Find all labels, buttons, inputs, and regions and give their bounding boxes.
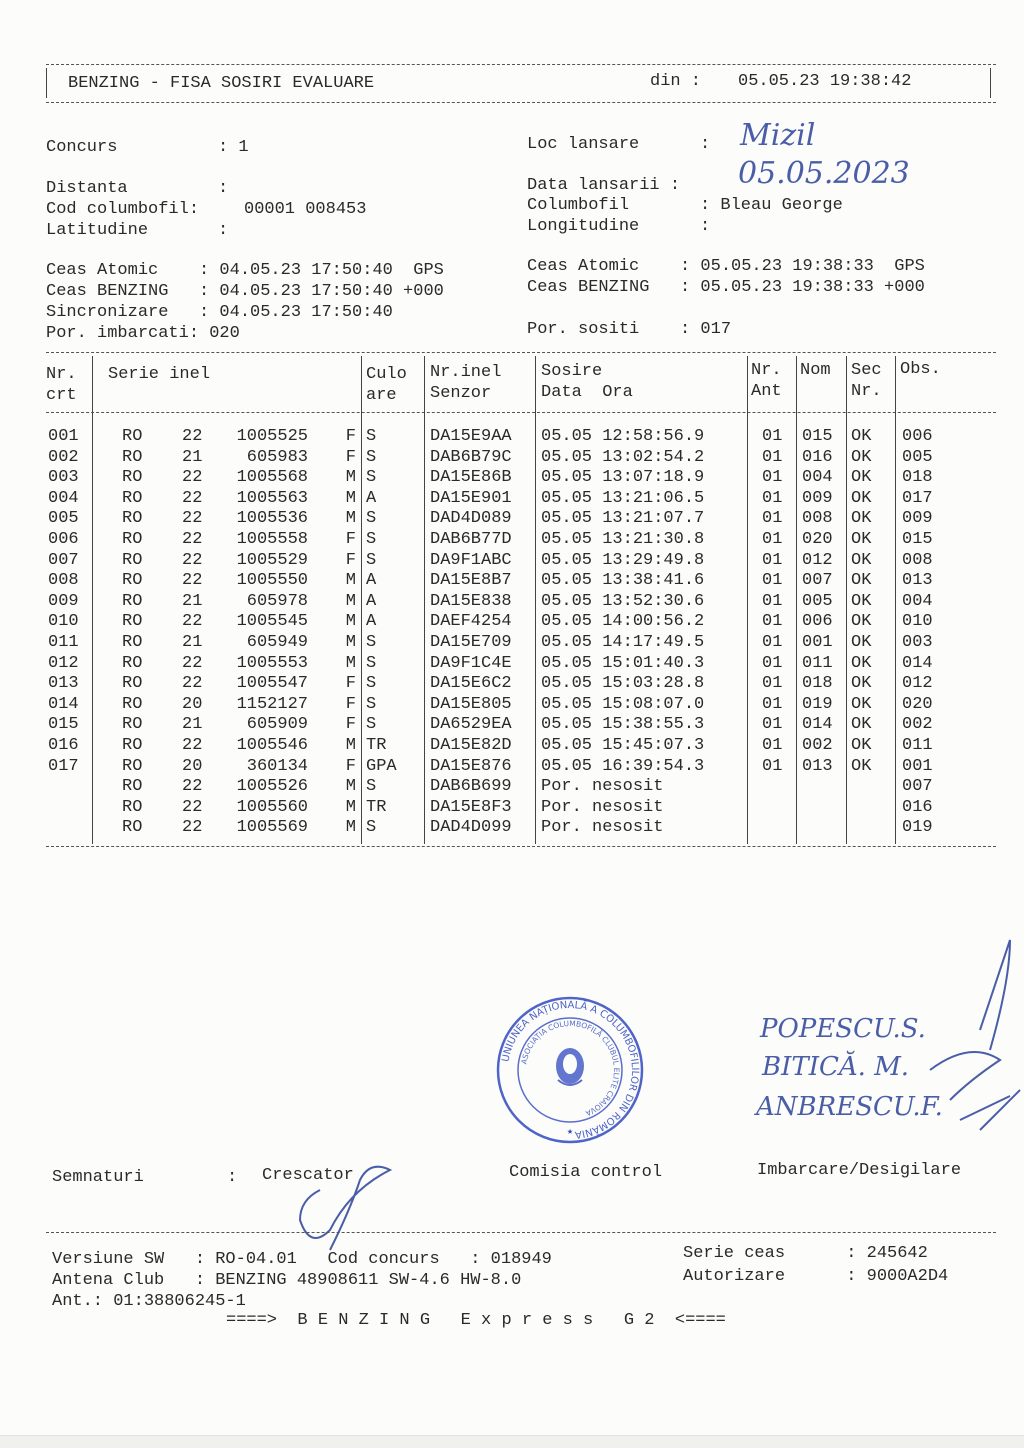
cell-tara: RO [122,571,143,591]
cell-senzor: DA15E6C2 [430,674,512,694]
cell-sosire: 05.05 13:07:18.9 [541,468,705,488]
cell-senzor: DA15E9AA [430,427,512,446]
cell-sex: F [345,530,356,549]
cell-an: 22 [182,797,203,817]
cell-culoare: S [366,468,377,488]
cell-nom: 018 [802,674,833,694]
cell-an: 22 [182,674,203,694]
cell-tara: RO [122,591,143,611]
cell-obs: 005 [902,447,933,467]
cell-sex: F [345,715,356,735]
cell-sec: OK [851,591,872,611]
cell-sex: M [345,571,356,591]
cell-inel: 1005550 [236,571,308,591]
th-sosire: Sosire [541,362,603,381]
cell-sosire: 05.05 16:39:54.3 [541,756,705,776]
cell-sec: OK [851,447,872,467]
cell-sosire: 05.05 15:45:07.3 [541,736,705,755]
cell-senzor: DAB6B77D [430,530,512,549]
th-sec-2: Nr. [851,382,882,401]
cell-nr: 016 [48,736,79,755]
cell-sex: M [345,653,356,673]
th-ant: Nr. [751,361,782,380]
cell-an: 20 [182,694,203,714]
footer-line2-left: Antena Club : BENZING 48908611 SW-4.6 HW-8.0 [52,1271,522,1290]
cell-culoare: S [366,530,377,549]
cell-ant: 01 [762,530,783,549]
comisia-label: Comisia control [509,1163,663,1182]
cell-an: 22 [182,736,203,755]
cell-an: 22 [182,653,203,673]
cell-senzor: DAB6B79C [430,447,512,467]
cell-culoare: TR [366,797,387,817]
cell-an: 22 [182,488,203,508]
cell-an: 21 [182,591,203,611]
cell-senzor: DA15E8F3 [430,797,512,817]
report-date-label: din : [650,72,702,91]
cell-ant: 01 [762,653,783,673]
loc-lansare-label: Loc lansare [527,135,640,154]
th-nr-inel: Nr.inel [430,363,502,382]
columbofil-label: Columbofil [527,196,630,215]
loc-lansare-handwritten: Mizil [740,118,816,153]
cell-sex: F [345,694,356,714]
cell-obs: 008 [902,550,933,570]
cell-obs: 006 [902,427,933,446]
cell-sosire: 05.05 14:17:49.5 [541,633,705,652]
cell-nom: 011 [802,653,833,673]
cell-inel: 1005536 [236,509,308,529]
stamp-outer-text: UNIUNEA NAȚIONALĂ A COLUMBOFILILOR DIN ROMÂNIA [500,999,641,1140]
cell-sosire: 05.05 13:21:30.8 [541,530,705,549]
concurs-value: : 1 [218,138,249,157]
cell-nom: 009 [802,488,833,508]
clock-left-sync: Sincronizare : 04.05.23 17:50:40 [46,303,393,322]
cell-ant: 01 [762,447,783,467]
columbofil-value: : Bleau George [700,196,843,215]
cell-an: 22 [182,468,203,488]
cell-an: 21 [182,633,203,652]
cell-sosire: 05.05 13:38:41.6 [541,571,705,591]
cell-tara: RO [122,674,143,694]
cell-an: 22 [182,550,203,570]
cell-tara: RO [122,550,143,570]
cell-sex: F [345,674,356,694]
cell-nom: 015 [802,427,833,446]
cell-inel: 1152127 [236,694,308,714]
cell-obs: 003 [902,633,933,652]
report-date-value: 05.05.23 19:38:42 [738,72,912,91]
signature-stroke-1 [980,940,1010,1050]
cell-sex: M [345,509,356,529]
cell-sec: OK [851,694,872,714]
cell-sex: M [345,591,356,611]
cell-inel: 1005529 [236,550,308,570]
cell-tara: RO [122,427,143,446]
cell-nr: 009 [48,591,79,611]
cell-ant: 01 [762,736,783,755]
th-obs: Obs. [900,360,941,379]
cell-inel: 1005525 [236,427,308,446]
handwritten-name-2: BITICĂ. M. [762,1052,910,1082]
clock-left-benzing: Ceas BENZING : 04.05.23 17:50:40 +000 [46,282,444,301]
cell-culoare: S [366,427,377,446]
cell-ant: 01 [762,509,783,529]
cell-inel: 1005546 [236,736,308,755]
cell-obs: 009 [902,509,933,529]
th-data-ora: Data Ora [541,383,633,402]
cell-ant: 01 [762,550,783,570]
cell-an: 21 [182,447,203,467]
cell-sosire: 05.05 12:58:56.9 [541,427,705,446]
cell-inel: 1005560 [236,797,308,817]
cell-obs: 010 [902,612,933,632]
th-sec: Sec [851,361,882,380]
th-culoare-2: are [366,386,397,405]
cell-ant: 01 [762,633,783,652]
cell-nom: 006 [802,612,833,632]
cell-culoare: A [366,488,377,508]
cell-an: 22 [182,818,203,838]
cell-an: 22 [182,427,203,446]
cell-nom: 016 [802,447,833,467]
cell-sosire: Por. nesosit [541,818,664,838]
data-lansarii-label: Data lansarii : [527,176,681,195]
latitudine-label: Latitudine [46,221,149,240]
cell-ant: 01 [762,591,783,611]
cell-obs: 017 [902,488,933,508]
cell-ant: 01 [762,427,783,446]
data-lansarii-handwritten: 05.05.2023 [738,156,910,191]
cell-sosire: 05.05 15:38:55.3 [541,715,705,735]
cell-inel: 1005563 [236,488,308,508]
cell-sec: OK [851,756,872,776]
cell-sec: OK [851,550,872,570]
imbarcare-label: Imbarcare/Desigilare [757,1161,962,1180]
cell-nr: 003 [48,468,79,488]
cell-nom: 004 [802,468,833,488]
scan-bottom-edge [0,1435,1024,1448]
semnaturi-colon: : [227,1168,238,1187]
cell-inel: 1005558 [236,530,308,549]
cell-inel: 605949 [246,633,308,652]
cell-sec: OK [851,488,872,508]
cell-ant: 01 [762,674,783,694]
cell-sosire: 05.05 13:21:07.7 [541,509,705,529]
cell-tara: RO [122,488,143,508]
cell-tara: RO [122,612,143,632]
cod-columbofil-label: Cod columbofil: [46,200,200,219]
cell-sex: M [345,797,356,817]
cell-senzor: DAD4D089 [430,509,512,529]
cell-nom: 019 [802,694,833,714]
cell-nr: 001 [48,427,79,446]
cell-culoare: A [366,612,377,632]
semnaturi-label: Semnaturi [52,1168,144,1187]
stamp-star-icon: ★ [566,1127,574,1138]
cell-sex: M [345,633,356,652]
cell-senzor: DA15E86B [430,468,512,488]
cell-sosire: Por. nesosit [541,777,664,797]
signature-stroke-3 [960,1090,1020,1130]
cell-sec: OK [851,468,872,488]
cell-nr: 017 [48,756,79,776]
report-title: BENZING - FISA SOSIRI EVALUARE [68,74,375,93]
cell-ant: 01 [762,468,783,488]
longitudine-label: Longitudine [527,217,640,236]
cell-obs: 011 [902,736,933,755]
cell-sosire: 05.05 15:01:40.3 [541,653,705,673]
cell-nom: 007 [802,571,833,591]
cell-inel: 1005553 [236,653,308,673]
clock-left-atomic: Ceas Atomic : 04.05.23 17:50:40 GPS [46,261,444,280]
cell-senzor: DA9F1ABC [430,550,512,570]
cell-an: 22 [182,509,203,529]
cell-obs: 002 [902,715,933,735]
cell-tara: RO [122,447,143,467]
concurs-label: Concurs [46,138,118,157]
cell-senzor: DA15E82D [430,736,512,755]
cell-inel: 605978 [246,591,308,611]
longitudine-value: : [700,217,711,236]
handwritten-name-3: ANBRESCU.F. [756,1092,943,1122]
th-nr-2: crt [46,386,77,405]
cell-obs: 012 [902,674,933,694]
cell-ant: 01 [762,756,783,776]
cell-senzor: DA15E876 [430,756,512,776]
cell-nr: 004 [48,488,79,508]
crescator-label: Crescator [262,1166,354,1185]
cell-nr: 005 [48,509,79,529]
footer-line1-right: Serie ceas : 245642 [683,1244,928,1263]
cell-an: 20 [182,756,203,776]
cell-senzor: DA15E709 [430,633,512,652]
cell-nom: 020 [802,530,833,549]
footer-line1-left: Versiune SW : RO-04.01 Cod concurs : 018949 [52,1250,552,1269]
cell-tara: RO [122,756,143,776]
cell-culoare: S [366,633,377,652]
cell-obs: 020 [902,694,933,714]
cell-sec: OK [851,633,872,652]
cell-obs: 015 [902,530,933,549]
cell-sosire: 05.05 13:02:54.2 [541,447,705,467]
cell-nom: 012 [802,550,833,570]
cell-sec: OK [851,674,872,694]
cell-obs: 007 [902,777,933,797]
cell-sex: M [345,612,356,632]
cell-nr: 011 [48,633,79,652]
th-serie: Serie inel [108,365,211,384]
th-senzor: Senzor [430,384,492,403]
clock-right-atomic: Ceas Atomic : 05.05.23 19:38:33 GPS [527,257,925,276]
cell-sosire: 05.05 15:03:28.8 [541,674,705,694]
cell-ant: 01 [762,694,783,714]
footer-banner: ====> B E N Z I N G E x p r e s s G 2 <==== [226,1311,726,1330]
cell-senzor: DA6529EA [430,715,512,735]
cell-tara: RO [122,468,143,488]
th-nr: Nr. [46,365,77,384]
cell-sex: F [345,447,356,467]
cell-nr: 007 [48,550,79,570]
cod-columbofil-value: 00001 008453 [244,200,367,219]
cell-tara: RO [122,509,143,529]
cell-inel: 1005526 [236,777,308,797]
cell-senzor: DA9F1C4E [430,653,512,673]
cell-senzor: DA15E838 [430,591,512,611]
cell-obs: 014 [902,653,933,673]
cell-inel: 360134 [246,756,308,776]
cell-an: 21 [182,715,203,735]
cell-sex: M [345,468,356,488]
clock-right-benzing: Ceas BENZING : 05.05.23 19:38:33 +000 [527,278,925,297]
cell-nom: 002 [802,736,833,755]
latitudine-value: : [218,221,229,240]
cell-senzor: DAEF4254 [430,612,512,632]
cell-tara: RO [122,633,143,652]
cell-culoare: S [366,653,377,673]
cell-culoare: S [366,550,377,570]
cell-an: 22 [182,612,203,632]
cell-culoare: S [366,777,377,797]
footer-antena: Ant.: 01:38806245-1 [52,1292,246,1311]
cell-obs: 019 [902,818,933,838]
cell-inel: 1005545 [236,612,308,632]
cell-nr: 013 [48,674,79,694]
cell-nr: 014 [48,694,79,714]
cell-tara: RO [122,653,143,673]
cell-sex: M [345,777,356,797]
cell-nr: 006 [48,530,79,549]
cell-senzor: DA15E8B7 [430,571,512,591]
th-ant-2: Ant [751,382,782,401]
stamp-inner-text: ASOCIAȚIA COLUMBOFILĂ CLUBUL ELITE CRAIOVA [519,1018,622,1118]
por-sositi: Por. sositi : 017 [527,320,732,339]
cell-sosire: 05.05 13:52:30.6 [541,591,705,611]
cell-inel: 605983 [246,447,308,467]
cell-tara: RO [122,530,143,549]
cell-senzor: DA15E805 [430,694,512,714]
cell-tara: RO [122,736,143,755]
cell-senzor: DAD4D099 [430,818,512,838]
cell-culoare: S [366,674,377,694]
crescator-signature [300,1167,390,1250]
cell-nom: 005 [802,591,833,611]
cell-senzor: DA15E901 [430,488,512,508]
cell-sex: M [345,488,356,508]
cell-obs: 018 [902,468,933,488]
cell-sex: M [345,818,356,838]
cell-sec: OK [851,736,872,755]
cell-culoare: S [366,715,377,735]
cell-nr: 015 [48,715,79,735]
footer-line2-right: Autorizare : 9000A2D4 [683,1267,949,1286]
cell-ant: 01 [762,571,783,591]
cell-sex: M [345,736,356,755]
cell-sec: OK [851,715,872,735]
cell-ant: 01 [762,715,783,735]
cell-nom: 001 [802,633,833,652]
cell-culoare: GPA [366,756,397,776]
cell-sosire: 05.05 15:08:07.0 [541,694,705,714]
cell-sec: OK [851,653,872,673]
cell-senzor: DAB6B699 [430,777,512,797]
por-imbarcati: Por. imbarcati: 020 [46,324,240,343]
cell-inel: 1005568 [236,468,308,488]
handwritten-name-1: POPESCU.S. [760,1014,926,1044]
th-nom: Nom [800,361,831,380]
cell-nom: 014 [802,715,833,735]
cell-culoare: S [366,818,377,838]
cell-nr: 010 [48,612,79,632]
cell-an: 22 [182,530,203,549]
footer-rule [46,1232,996,1233]
cell-culoare: S [366,509,377,529]
cell-sec: OK [851,571,872,591]
th-culoare: Culo [366,365,407,384]
cell-nr: 012 [48,653,79,673]
cell-culoare: S [366,694,377,714]
cell-culoare: A [366,571,377,591]
cell-an: 22 [182,777,203,797]
cell-culoare: S [366,447,377,467]
cell-tara: RO [122,818,143,838]
cell-tara: RO [122,715,143,735]
cell-nr: 002 [48,447,79,467]
cell-ant: 01 [762,612,783,632]
cell-tara: RO [122,694,143,714]
cell-obs: 001 [902,756,933,776]
cell-tara: RO [122,777,143,797]
loc-lansare-colon: : [700,135,711,154]
cell-inel: 1005547 [236,674,308,694]
cell-sex: F [345,756,356,776]
distanta-value: : [218,179,229,198]
cell-nom: 013 [802,756,833,776]
cell-sosire: 05.05 13:21:06.5 [541,488,705,508]
cell-an: 22 [182,571,203,591]
cell-sec: OK [851,427,872,446]
cell-obs: 013 [902,571,933,591]
cell-sosire: 05.05 14:00:56.2 [541,612,705,632]
cell-sex: F [345,427,356,446]
cell-sec: OK [851,509,872,529]
cell-obs: 016 [902,797,933,817]
cell-inel: 605909 [246,715,308,735]
cell-sec: OK [851,612,872,632]
cell-culoare: TR [366,736,387,755]
distanta-label: Distanta [46,179,128,198]
cell-ant: 01 [762,488,783,508]
cell-sosire: 05.05 13:29:49.8 [541,550,705,570]
cell-nom: 008 [802,509,833,529]
cell-sosire: Por. nesosit [541,797,664,817]
cell-nr: 008 [48,571,79,591]
signature-stroke-2 [930,1052,1000,1100]
cell-tara: RO [122,797,143,817]
cell-obs: 004 [902,591,933,611]
cell-culoare: A [366,591,377,611]
cell-sex: F [345,550,356,570]
cell-sec: OK [851,530,872,549]
cell-inel: 1005569 [236,818,308,838]
